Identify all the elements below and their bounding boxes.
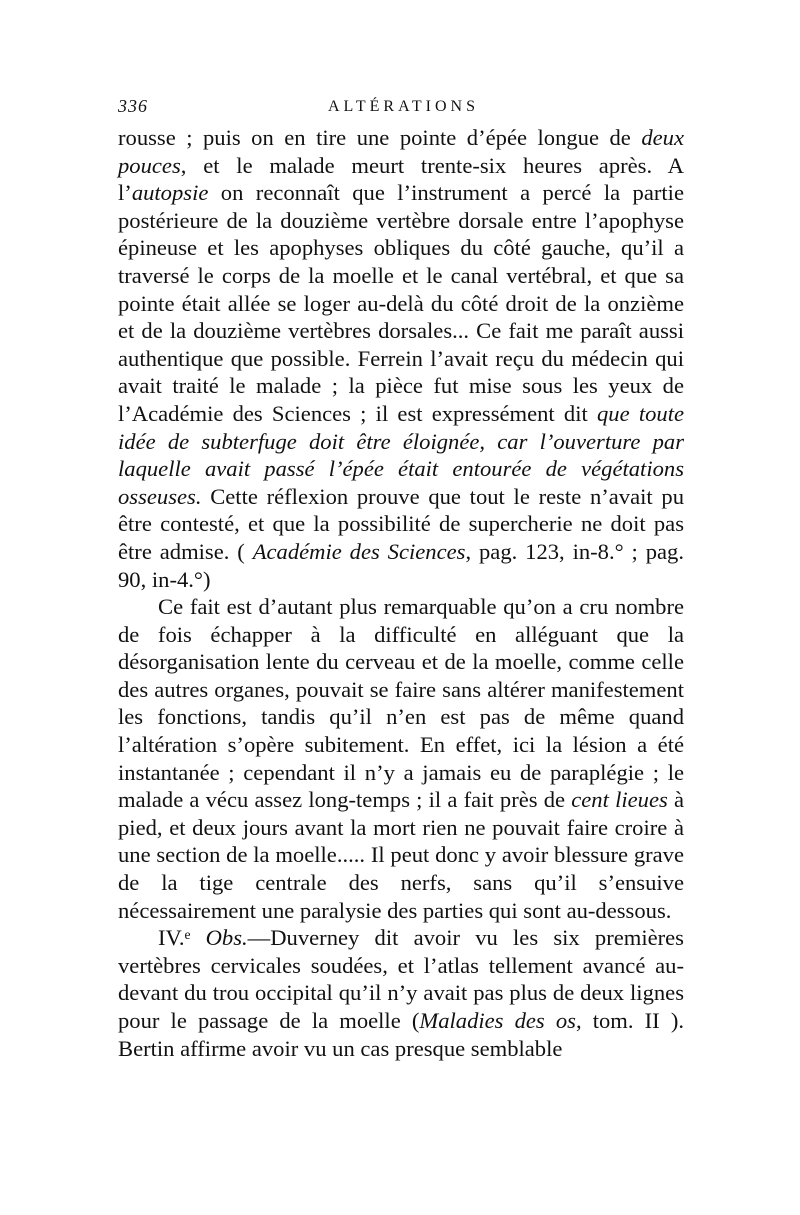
text-run: , tom. II ). Bertin affirme avoir vu un cas presque semblable [118, 1008, 684, 1061]
paragraph [118, 593, 684, 924]
text-run: à pied, et deux jours avant la mort rien ne pouvait faire croire à une section de la moelle..... Il peut donc y avoir blessure grave de la tige centrale des nerfs, sans qu’il s’ensuive nécessairement une paralysie des parties qui sont au-dessous. [118, 787, 684, 923]
italic-text: Obs. [205, 925, 248, 951]
text-run: Ce fait est d’autant plus remarquable qu’on a cru nombre de fois échapper à la difficulté en alléguant que la désorganisation lente du cerveau et de la moelle, comme celle des autres organes, pouvait se faire sans altérer manifestement les fonctions, tandis qu’il n’en est pas de même quand l’altération s’opère subitement. En effet, ici la lésion a été instantanée ; cependant il n’y a jamais eu de paraplégie ; le malade a vécu assez long-temps ; il a fait près de [118, 594, 684, 813]
text-run: , et le malade meurt trente-six heures après. A l’ [118, 152, 684, 206]
text-run: rousse ; puis on en tire une pointe d’épée longue de [118, 125, 642, 150]
italic-text: cent lieues [571, 787, 668, 813]
text-run: —Duverney dit avoir vu les six premières vertèbres cervicales soudées, et l’atlas tellement avancé au-devant du trou occipital qu’il n’y avait pas plus de deux lignes pour le passage de la moelle ( [118, 925, 684, 1033]
running-head [118, 96, 678, 120]
page-number: 336 [118, 96, 148, 116]
italic-text: autopsie [131, 180, 209, 206]
text-run: IV.ᵉ [158, 925, 206, 951]
italic-text: Maladies des os [419, 1008, 576, 1033]
italic-text: Académie des Sciences [252, 538, 466, 564]
body-text [118, 124, 684, 1062]
text-run: Cette réflexion prouve que tout le reste n’avait pu être contesté, et que la possibilité de supercherie ne doit pas être admise. ( [118, 483, 684, 564]
italic-text: deux pouces [118, 125, 684, 178]
italic-text: que toute idée de subterfuge doit être éloignée, car l’ouverture par laquelle avait passé l’épée était entourée de végétations osseuses. [118, 400, 684, 509]
text-run: on reconnaît que l’instrument a percé la partie postérieure de la douzième vertèbre dorsale entre l’apophyse épineuse et les apophyses obliques du côté gauche, qu’il a traversé le corps de la moelle et le canal vertébral, et que sa pointe était allée se loger au-delà du côté droit de la onzième et de la douzième vertèbres dorsales... Ce fait me paraît aussi authentique que possible. Ferrein l’avait reçu du médecin qui avait traité le malade ; la pièce fut mise sous les yeux de l’Académie des Sciences ; il est expressément dit [118, 180, 684, 426]
running-title: ALTÉRATIONS [328, 98, 479, 115]
text-run: , pag. 123, in-8.° ; pag. 90, in-4.°) [118, 538, 684, 592]
paragraph [118, 124, 684, 593]
paragraph [118, 924, 684, 1062]
